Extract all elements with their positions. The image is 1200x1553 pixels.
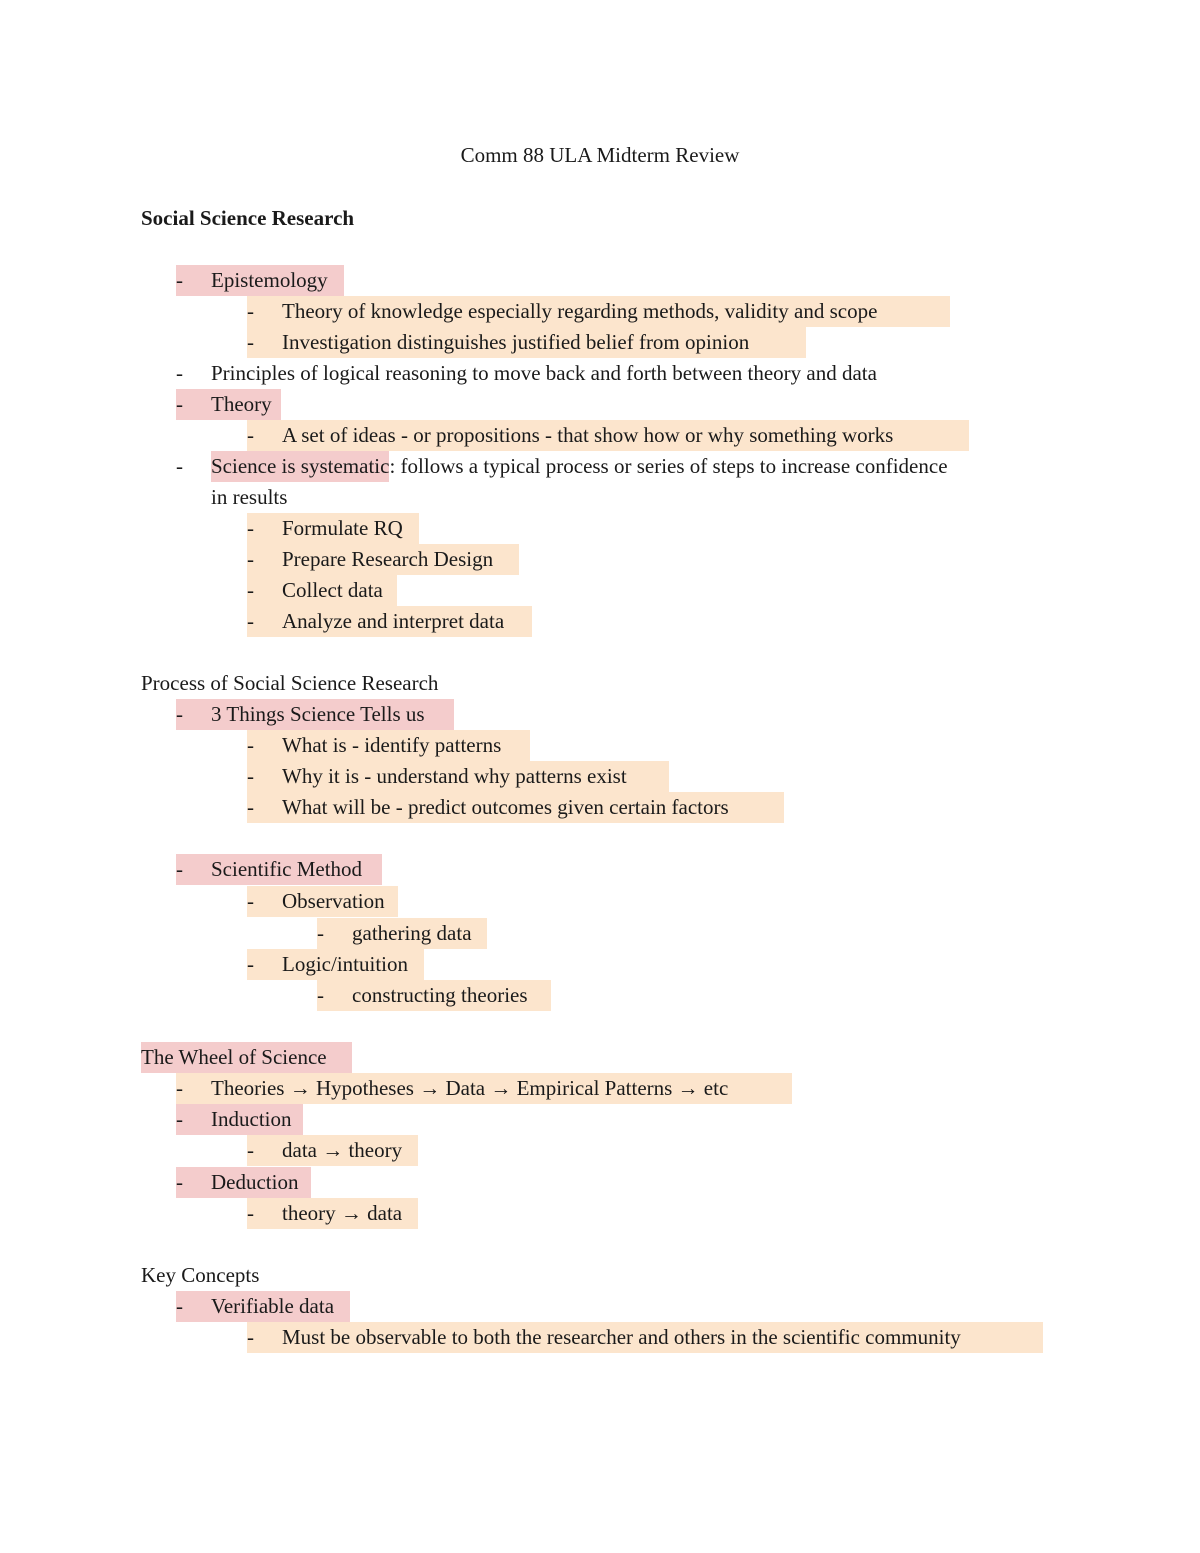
- list-item-epistemology-investigation: - Investigation distinguishes justified belief from opinion: [247, 327, 806, 358]
- list-item-gathering-data: - gathering data: [317, 918, 487, 949]
- list-item-principles: - Principles of logical reasoning to move back and forth between theory and data: [176, 361, 877, 385]
- list-item-step-design: - Prepare Research Design: [247, 544, 519, 575]
- list-item-logic-intuition: - Logic/intuition: [247, 949, 424, 980]
- list-item-epistemology: - Epistemology: [176, 265, 344, 296]
- list-item-induction: - Induction: [176, 1104, 303, 1135]
- list-item-deduction-flow: - theory → data: [247, 1198, 418, 1229]
- list-item-wheel-cycle: - Theories → Hypotheses → Data → Empirical Patterns → etc: [176, 1073, 792, 1104]
- section-heading-wheel-of-science: The Wheel of Science: [141, 1042, 352, 1073]
- list-item-step-analyze: - Analyze and interpret data: [247, 606, 532, 637]
- section-heading-social-science-research: Social Science Research: [141, 206, 355, 230]
- list-item-epistemology-definition: - Theory of knowledge especially regarding methods, validity and scope: [247, 296, 950, 327]
- list-item-induction-flow: - data → theory: [247, 1135, 418, 1166]
- list-item-science-systematic-continued: in results: [211, 485, 288, 509]
- list-item-why-it-is: - Why it is - understand why patterns exist: [247, 761, 669, 792]
- list-item-theory-definition: - A set of ideas - or propositions - that show how or why something works: [247, 420, 969, 451]
- list-item-three-things: - 3 Things Science Tells us: [176, 699, 454, 730]
- list-item-step-formulate: - Formulate RQ: [247, 513, 419, 544]
- list-item-observation: - Observation: [247, 886, 398, 917]
- section-heading-key-concepts: Key Concepts: [141, 1263, 260, 1287]
- section-heading-process: Process of Social Science Research: [141, 671, 439, 695]
- list-item-constructing-theories: - constructing theories: [317, 980, 551, 1011]
- list-item-scientific-method: - Scientific Method: [176, 854, 382, 885]
- list-item-science-systematic: - Science is systematic: follows a typical process or series of steps to increase confidence: [176, 451, 948, 482]
- list-item-step-collect: - Collect data: [247, 575, 397, 606]
- document-title: Comm 88 ULA Midterm Review: [460, 143, 740, 167]
- list-item-verifiable-definition: - Must be observable to both the researcher and others in the scientific community: [247, 1322, 1043, 1353]
- list-item-what-is: - What is - identify patterns: [247, 730, 530, 761]
- list-item-deduction: - Deduction: [176, 1167, 311, 1198]
- list-item-what-will-be: - What will be - predict outcomes given certain factors: [247, 792, 784, 823]
- list-item-theory: - Theory: [176, 389, 281, 420]
- list-item-verifiable-data: - Verifiable data: [176, 1291, 350, 1322]
